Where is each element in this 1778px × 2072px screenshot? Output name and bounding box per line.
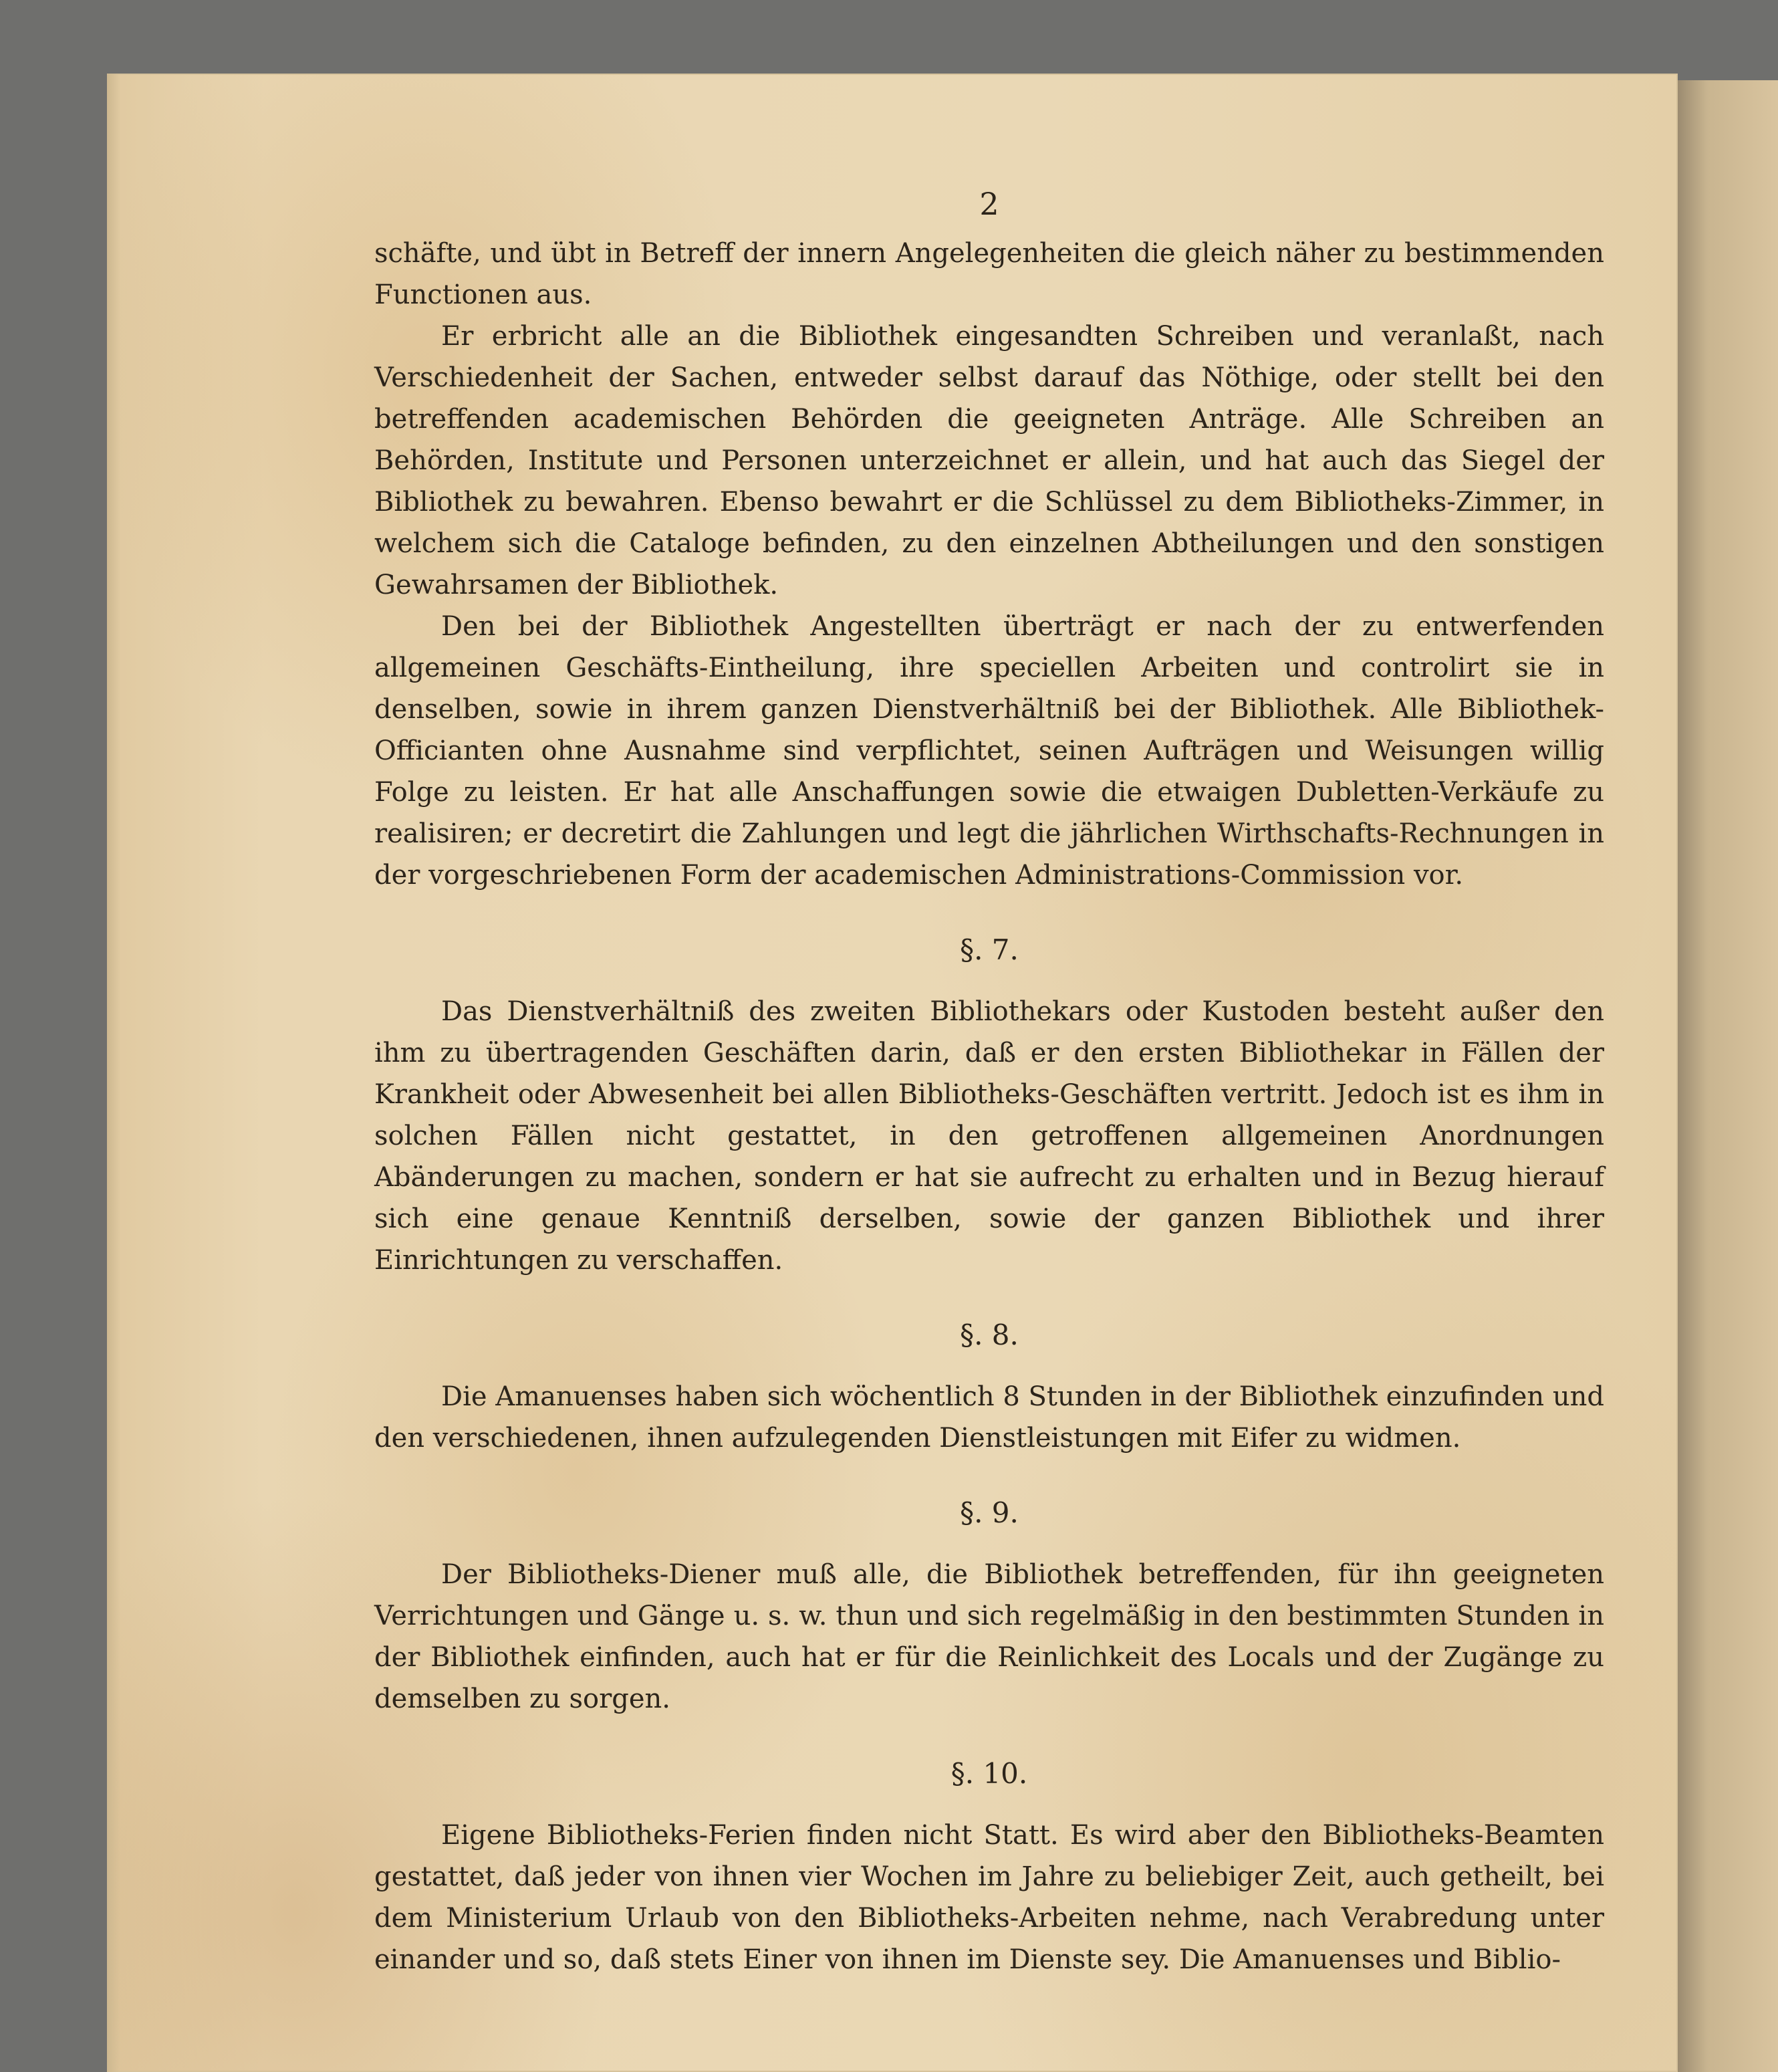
paragraph-correspondence: Er erbricht alle an die Bibliothek eingesandten Schreiben und veranlaßt, nach Verschiedenheit der Sachen, entweder selbst darauf das Nöthige, oder stellt bei den betreffenden academischen Behörden die geeigneten Anträge. Alle Schreiben an Behörden, Institute und Personen unterzeichnet er allein, und hat auch das Siegel der Bibliothek zu bewahren. Ebenso bewahrt er die Schlüssel zu dem Bibliotheks-Zimmer, in welchem sich die Cataloge befinden, zu den einzelnen Abtheilungen und den sonstigen Gewahrsamen der Bibliothek. — [374, 321, 1604, 600]
paragraph-section-9: Der Bibliotheks-Diener muß alle, die Bibliothek betreffenden, für ihn geeigneten Verrichtungen und Gänge u. s. w. thun und sich regelmäßig in den bestimmten Stunden in der Bibliothek einfinden, auch hat er für die Reinlichkeit des Locals und der Zugänge zu demselben zu sorgen. — [374, 1559, 1604, 1714]
page-left-shadow — [107, 74, 120, 2072]
page-text-block — [374, 181, 1604, 1980]
paragraph-continuation: schäfte, und übt in Betreff der innern Angelegenheiten die gleich näher zu bestimmenden Functionen aus. — [374, 238, 1604, 310]
section-heading-8: §. 8. — [960, 1318, 1019, 1351]
paragraph-section-7: Das Dienstverhältniß des zweiten Bibliothekars oder Kustoden besteht außer den ihm zu übertragenden Geschäften darin, daß er den ersten Bibliothekar in Fällen der Krankheit oder Abwesenheit bei allen Bibliotheks-Geschäften vertritt. Jedoch ist es ihm in solchen Fällen nicht gestattet, in den getroffenen allgemeinen Anordnungen Abänderungen zu machen, sondern er hat sie aufrecht zu erhalten und in Bezug hierauf sich eine genaue Kenntniß derselben, sowie der ganzen Bibliothek und ihrer Einrichtungen zu verschaffen. — [374, 996, 1604, 1276]
section-heading-10: §. 10. — [950, 1757, 1028, 1790]
paragraph-staff-duties: Den bei der Bibliothek Angestellten überträgt er nach der zu entwerfenden allgemeinen Geschäfts-Eintheilung, ihre speciellen Arbeiten und controlirt sie in denselben, sowie in ihrem ganzen Dienstverhältniß bei der Bibliothek. Alle Bibliothek-Officianten ohne Ausnahme sind verpflichtet, seinen Aufträgen und Weisungen willig Folge zu leisten. Er hat alle Anschaffungen sowie die etwaigen Dubletten-Verkäufe zu realisiren; er decretirt die Zahlungen und legt die jährlichen Wirthschafts-Rechnungen in der vorgeschriebenen Form der academischen Administrations-Commission vor. — [374, 611, 1604, 891]
paragraph-section-8: Die Amanuenses haben sich wöchentlich 8 Stunden in der Bibliothek einzufinden und den verschiedenen, ihnen aufzulegenden Dienstleistungen mit Eifer zu widmen. — [374, 1381, 1604, 1454]
section-heading-7: §. 7. — [960, 933, 1019, 966]
facing-page-edge — [1678, 80, 1778, 2072]
section-heading-9: §. 9. — [960, 1496, 1019, 1529]
page-number: 2 — [979, 186, 999, 222]
paragraph-section-10: Eigene Bibliotheks-Ferien finden nicht Statt. Es wird aber den Bibliotheks-Beamten gestattet, daß jeder von ihnen vier Wochen im Jahre zu beliebiger Zeit, auch getheilt, bei dem Ministerium Urlaub von den Bibliotheks-Arbeiten nehme, nach Verabredung unter einander und so, daß stets Einer von ihnen im Dienste sey. Die Amanuenses und Biblio- — [374, 1820, 1604, 1975]
